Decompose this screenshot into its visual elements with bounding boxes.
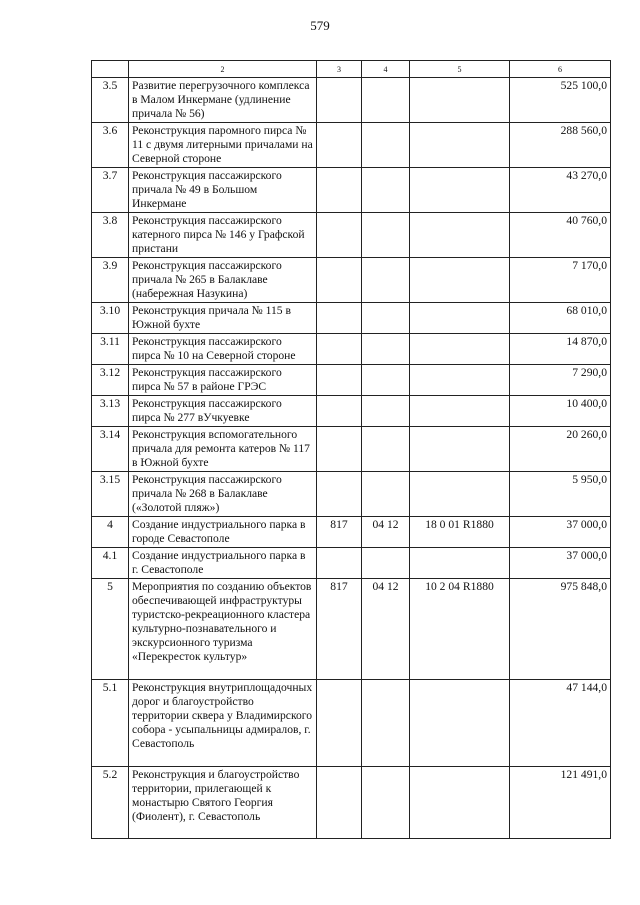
row-section-code — [362, 365, 410, 396]
table-row — [92, 334, 611, 365]
row-name: Реконструкция вспомогательного причала для ремонта катеров № 117 в Южной бухте — [129, 427, 317, 472]
row-name: Развитие перегрузочного комплекса в Малом Инкермане (удлинение причала № 56) — [129, 78, 317, 123]
table-row — [92, 472, 611, 517]
row-section-code: 04 12 — [362, 517, 410, 548]
row-name: Реконструкция пассажирского катерного пирса № 146 у Графской пристани — [129, 213, 317, 258]
row-target-code — [410, 168, 510, 213]
table-row — [92, 365, 611, 396]
row-number: 3.12 — [92, 365, 129, 396]
row-admin-code: 817 — [317, 517, 362, 548]
table-row — [92, 548, 611, 579]
table-row — [92, 767, 611, 839]
row-section-code — [362, 78, 410, 123]
row-amount: 10 400,0 — [510, 396, 611, 427]
table-row — [92, 303, 611, 334]
page-number: 579 — [310, 18, 330, 33]
col-header-2: 2 — [129, 61, 317, 78]
row-name: Реконструкция пассажирского причала № 49 в Большом Инкермане — [129, 168, 317, 213]
row-number: 3.6 — [92, 123, 129, 168]
row-number: 3.11 — [92, 334, 129, 365]
row-amount: 525 100,0 — [510, 78, 611, 123]
row-admin-code — [317, 168, 362, 213]
row-admin-code — [317, 123, 362, 168]
row-target-code — [410, 123, 510, 168]
row-number: 3.7 — [92, 168, 129, 213]
row-amount: 47 144,0 — [510, 680, 611, 767]
row-section-code — [362, 303, 410, 334]
row-amount: 68 010,0 — [510, 303, 611, 334]
table-body — [92, 78, 611, 839]
row-section-code — [362, 334, 410, 365]
row-admin-code — [317, 548, 362, 579]
col-header-5: 5 — [410, 61, 510, 78]
row-admin-code — [317, 472, 362, 517]
row-amount: 7 170,0 — [510, 258, 611, 303]
table-row — [92, 517, 611, 548]
row-target-code — [410, 427, 510, 472]
row-section-code — [362, 472, 410, 517]
row-number: 3.9 — [92, 258, 129, 303]
table-header — [92, 61, 611, 78]
table-row — [92, 579, 611, 680]
row-number: 3.15 — [92, 472, 129, 517]
table-row — [92, 396, 611, 427]
row-name: Реконструкция внутриплощадочных дорог и благоустройство территории сквера у Владимирского собора - усыпальницы адмиралов, г. Севастополь — [129, 680, 317, 767]
row-admin-code — [317, 767, 362, 839]
row-target-code — [410, 334, 510, 365]
row-number: 3.10 — [92, 303, 129, 334]
row-amount: 5 950,0 — [510, 472, 611, 517]
col-header-1 — [92, 61, 129, 78]
row-admin-code — [317, 78, 362, 123]
row-section-code — [362, 123, 410, 168]
row-amount: 43 270,0 — [510, 168, 611, 213]
row-number: 3.13 — [92, 396, 129, 427]
row-number: 3.14 — [92, 427, 129, 472]
col-header-3: 3 — [317, 61, 362, 78]
row-name: Реконструкция и благоустройство территории, прилегающей к монастырю Святого Георгия (Фиолент), г. Севастополь — [129, 767, 317, 839]
row-target-code — [410, 303, 510, 334]
row-amount: 40 760,0 — [510, 213, 611, 258]
row-admin-code — [317, 334, 362, 365]
row-section-code — [362, 396, 410, 427]
row-target-code — [410, 472, 510, 517]
row-number: 5.1 — [92, 680, 129, 767]
row-number: 3.8 — [92, 213, 129, 258]
row-admin-code — [317, 680, 362, 767]
row-name: Создание индустриального парка в городе Севастополе — [129, 517, 317, 548]
row-target-code: 10 2 04 R1880 — [410, 579, 510, 680]
row-admin-code — [317, 427, 362, 472]
row-amount: 37 000,0 — [510, 517, 611, 548]
row-admin-code: 817 — [317, 579, 362, 680]
row-section-code — [362, 258, 410, 303]
table-row — [92, 213, 611, 258]
row-number: 5.2 — [92, 767, 129, 839]
row-section-code — [362, 680, 410, 767]
row-target-code — [410, 396, 510, 427]
row-number: 5 — [92, 579, 129, 680]
row-number: 4 — [92, 517, 129, 548]
row-name: Реконструкция пассажирского пирса № 57 в районе ГРЭС — [129, 365, 317, 396]
col-header-4: 4 — [362, 61, 410, 78]
row-target-code — [410, 767, 510, 839]
row-target-code — [410, 548, 510, 579]
row-target-code — [410, 365, 510, 396]
row-name: Реконструкция пассажирского причала № 268 в Балаклаве («Золотой пляж») — [129, 472, 317, 517]
row-target-code — [410, 680, 510, 767]
row-number: 4.1 — [92, 548, 129, 579]
row-amount: 975 848,0 — [510, 579, 611, 680]
row-amount: 7 290,0 — [510, 365, 611, 396]
row-target-code: 18 0 01 R1880 — [410, 517, 510, 548]
row-amount: 14 870,0 — [510, 334, 611, 365]
col-header-6: 6 — [510, 61, 611, 78]
row-amount: 288 560,0 — [510, 123, 611, 168]
row-name: Создание индустриального парка в г. Севастополе — [129, 548, 317, 579]
budget-table — [91, 60, 611, 839]
row-name: Мероприятия по созданию объектов обеспечивающей инфраструктуры туристско-рекреационного кластера культурно-познавательного и экскурсионного туризма «Перекресток культур» — [129, 579, 317, 680]
row-admin-code — [317, 303, 362, 334]
row-target-code — [410, 78, 510, 123]
row-section-code — [362, 213, 410, 258]
row-admin-code — [317, 396, 362, 427]
row-number: 3.5 — [92, 78, 129, 123]
table-row — [92, 258, 611, 303]
row-admin-code — [317, 258, 362, 303]
row-section-code — [362, 427, 410, 472]
row-name: Реконструкция паромного пирса № 11 с двумя литерными причалами на Северной стороне — [129, 123, 317, 168]
row-name: Реконструкция пассажирского пирса № 10 на Северной стороне — [129, 334, 317, 365]
table-row — [92, 123, 611, 168]
row-name: Реконструкция пассажирского пирса № 277 вУчкуевке — [129, 396, 317, 427]
row-target-code — [410, 258, 510, 303]
row-admin-code — [317, 213, 362, 258]
row-amount: 121 491,0 — [510, 767, 611, 839]
header-row — [92, 61, 611, 78]
row-amount: 20 260,0 — [510, 427, 611, 472]
row-target-code — [410, 213, 510, 258]
row-section-code — [362, 767, 410, 839]
row-section-code — [362, 548, 410, 579]
table-row — [92, 168, 611, 213]
table-row — [92, 78, 611, 123]
row-name: Реконструкция причала № 115 в Южной бухте — [129, 303, 317, 334]
table-row — [92, 680, 611, 767]
row-section-code: 04 12 — [362, 579, 410, 680]
row-amount: 37 000,0 — [510, 548, 611, 579]
row-admin-code — [317, 365, 362, 396]
row-name: Реконструкция пассажирского причала № 265 в Балаклаве (набережная Назукина) — [129, 258, 317, 303]
row-section-code — [362, 168, 410, 213]
table-row — [92, 427, 611, 472]
